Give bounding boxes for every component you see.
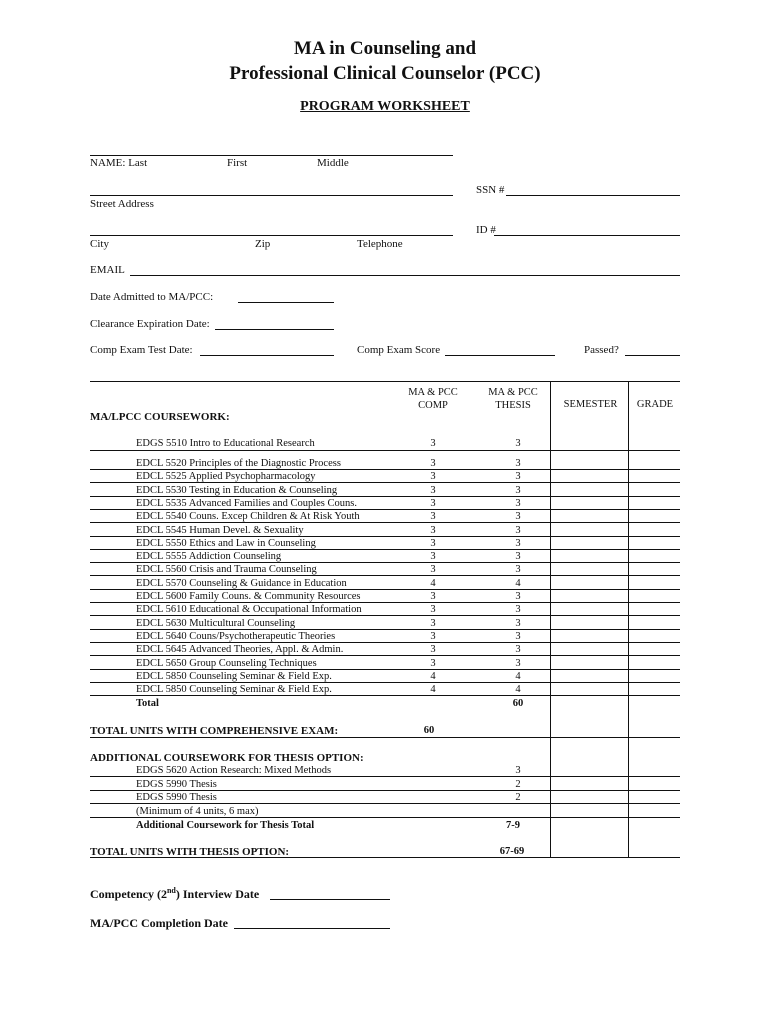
- coursework-section-title: MA/LPCC COURSEWORK:: [90, 411, 230, 423]
- zip-label: Zip: [255, 238, 271, 250]
- grade-column-border: [628, 382, 629, 858]
- total-thesis-value: 60: [512, 698, 524, 709]
- course-row-comp: 3: [430, 484, 436, 496]
- course-row-thesis: 3: [515, 644, 521, 656]
- name-middle-label: Middle: [317, 157, 349, 169]
- course-row-line: [90, 496, 680, 497]
- course-row-line: [90, 615, 680, 616]
- total-thesis-line: [90, 857, 680, 858]
- course-row-name: EDCL 5550 Ethics and Law in Counseling: [136, 537, 316, 549]
- course-row-comp: 4: [430, 577, 436, 589]
- col-header-comp-line1: MA & PCC: [408, 387, 458, 398]
- course-row-thesis: 4: [515, 670, 521, 682]
- comp-exam-date-label: Comp Exam Test Date:: [90, 344, 193, 356]
- course-row-thesis: 3: [515, 604, 521, 616]
- course-row-name: EDCL 5600 Family Couns. & Community Resources: [136, 591, 361, 602]
- course-row-line: [90, 549, 680, 550]
- course-row-name: EDCL 5530 Testing in Education & Counseling: [136, 484, 338, 496]
- ssn-label: SSN #: [476, 184, 505, 196]
- col-header-thesis: [473, 386, 553, 412]
- course-row-line: [90, 575, 680, 576]
- competency-suffix: ) Interview Date: [175, 887, 260, 901]
- comp-exam-score-field[interactable]: [445, 355, 555, 356]
- course-row-line: [90, 522, 680, 523]
- course-row-thesis: 3: [515, 471, 521, 483]
- course-row-line: [90, 536, 680, 537]
- course-row-line: [90, 602, 680, 603]
- course-row-name: EDGS 5510 Intro to Educational Research: [136, 438, 315, 449]
- course-row-name: EDCL 5630 Multicultural Counseling: [136, 617, 296, 629]
- course-row-comp: 3: [430, 471, 436, 483]
- course-row-thesis: 3: [515, 630, 521, 642]
- course-row-line: [90, 469, 680, 470]
- id-label: ID #: [476, 224, 496, 236]
- total-thesis-option-value: 67-69: [499, 846, 525, 857]
- passed-field[interactable]: [625, 355, 680, 356]
- additional-section-title: ADDITIONAL COURSEWORK FOR THESIS OPTION:: [90, 752, 364, 764]
- comp-exam-date-field[interactable]: [200, 355, 334, 356]
- course-row-name: EDCL 5525 Applied Psychopharmacology: [136, 471, 316, 483]
- email-label: EMAIL: [90, 264, 125, 276]
- name-first-label: First: [227, 157, 248, 169]
- col-header-thesis-line2: THESIS: [495, 400, 531, 411]
- title-line-1: MA in Counseling and: [293, 38, 477, 59]
- course-row-line: [90, 589, 680, 590]
- street-address-label: Street Address: [90, 198, 154, 210]
- course-row-thesis: 3: [515, 497, 521, 509]
- total-comp-value: 60: [423, 725, 435, 736]
- course-row-thesis: 3: [515, 617, 521, 629]
- course-row-name: EDCL 5850 Counseling Seminar & Field Exp.: [136, 670, 332, 682]
- clearance-field[interactable]: [215, 329, 334, 330]
- course-row-thesis: 3: [515, 564, 521, 576]
- city-zip-phone-field[interactable]: [90, 235, 453, 236]
- course-row-comp: 3: [430, 617, 436, 629]
- clearance-label: Clearance Expiration Date:: [90, 318, 210, 330]
- course-row-thesis: 3: [515, 458, 521, 469]
- additional-row-name: EDGS 5990 Thesis: [136, 792, 217, 803]
- course-row-comp: 3: [430, 524, 436, 536]
- completion-date-field[interactable]: [234, 928, 390, 929]
- course-row-comp: 3: [430, 604, 436, 616]
- competency-superscript: nd: [166, 886, 176, 895]
- course-row-comp: 3: [430, 497, 436, 509]
- course-row-comp: 4: [430, 684, 436, 696]
- completion-date-label: MA/PCC Completion Date: [90, 916, 228, 930]
- name-last-label: NAME: Last: [90, 157, 148, 169]
- date-admitted-label: Date Admitted to MA/PCC:: [90, 291, 214, 303]
- ssn-field[interactable]: [506, 195, 680, 196]
- course-row-thesis: 3: [515, 551, 521, 563]
- title-line-2: Professional Clinical Counselor (PCC): [229, 63, 541, 84]
- additional-row-name: (Minimum of 4 units, 6 max): [136, 805, 259, 817]
- total-label: Total: [136, 698, 159, 709]
- course-row-comp: 3: [430, 644, 436, 656]
- course-row-comp: 3: [430, 511, 436, 523]
- semester-column-border: [550, 382, 551, 858]
- additional-total-label: Additional Coursework for Thesis Total: [136, 820, 315, 831]
- course-row-comp: 3: [430, 657, 436, 669]
- additional-row-line: [90, 803, 680, 804]
- telephone-label: Telephone: [357, 238, 403, 250]
- course-row-thesis: 4: [515, 684, 521, 696]
- course-row-comp: 3: [430, 537, 436, 549]
- col-header-comp-line2: COMP: [418, 400, 448, 411]
- additional-row-line: [90, 817, 680, 818]
- course-row-thesis: 4: [515, 577, 521, 589]
- course-row-name: EDCL 5555 Addiction Counseling: [136, 551, 282, 563]
- additional-row-name: EDGS 5990 Thesis: [136, 778, 217, 790]
- course-row-comp: 3: [430, 564, 436, 576]
- email-field[interactable]: [130, 275, 680, 276]
- col-header-semester: SEMESTER: [563, 399, 618, 410]
- city-label: City: [90, 238, 109, 250]
- course-row-line: [90, 682, 680, 683]
- course-row-name: EDCL 5540 Couns. Excep Children & At Risk Youth: [136, 511, 360, 523]
- id-field[interactable]: [494, 235, 680, 236]
- competency-interview-field[interactable]: [270, 899, 390, 900]
- course-row-line: [90, 655, 680, 656]
- col-header-grade: GRADE: [636, 399, 674, 410]
- additional-row-name: EDGS 5620 Action Research: Mixed Methods: [136, 765, 332, 776]
- total-comp-label: TOTAL UNITS WITH COMPREHENSIVE EXAM:: [90, 725, 339, 737]
- course-row-name: EDCL 5535 Advanced Families and Couples Couns.: [136, 497, 357, 509]
- col-header-comp: [393, 386, 473, 412]
- passed-label: Passed?: [584, 344, 619, 356]
- course-row-thesis: 3: [515, 537, 521, 549]
- course-row-line: [90, 642, 680, 643]
- course-row-name: EDCL 5520 Principles of the Diagnostic Process: [136, 458, 341, 469]
- name-field[interactable]: [90, 155, 453, 156]
- course-row-thesis: 3: [515, 591, 521, 602]
- course-row-thesis: 3: [515, 511, 521, 523]
- course-row-thesis: 3: [515, 438, 521, 449]
- course-row-line: [90, 695, 680, 696]
- additional-row-line: [90, 776, 680, 777]
- total-thesis-label: TOTAL UNITS WITH THESIS OPTION:: [90, 846, 290, 858]
- course-row-line: [90, 629, 680, 630]
- worksheet-subtitle: PROGRAM WORKSHEET: [300, 99, 470, 114]
- course-row-thesis: 3: [515, 657, 521, 669]
- additional-row-line: [90, 790, 680, 791]
- street-address-field[interactable]: [90, 195, 453, 196]
- col-header-thesis-line1: MA & PCC: [488, 387, 538, 398]
- course-row-thesis: 3: [515, 484, 521, 496]
- table-top-rule: [90, 381, 680, 382]
- competency-prefix: Competency (2: [90, 887, 167, 901]
- course-row-name: EDCL 5645 Advanced Theories, Appl. & Admin.: [136, 644, 344, 656]
- course-row-name: EDCL 5650 Group Counseling Techniques: [136, 657, 317, 669]
- course-row-line: [90, 562, 680, 563]
- total-comp-line: [90, 737, 680, 738]
- course-row-line: [90, 509, 680, 510]
- course-row-name: EDCL 5850 Counseling Seminar & Field Exp.: [136, 684, 332, 696]
- course-row-line: [90, 482, 680, 483]
- additional-row-thesis: 3: [515, 765, 521, 776]
- date-admitted-field[interactable]: [238, 302, 334, 303]
- course-row-line: [90, 450, 680, 451]
- course-row-comp: 3: [430, 630, 436, 642]
- course-row-comp: 3: [430, 458, 436, 469]
- course-row-comp: 3: [430, 438, 436, 449]
- course-row-comp: 3: [430, 551, 436, 563]
- course-row-name: EDCL 5640 Couns/Psychotherapeutic Theories: [136, 630, 336, 642]
- course-row-line: [90, 669, 680, 670]
- course-row-name: EDCL 5560 Crisis and Trauma Counseling: [136, 564, 317, 576]
- course-row-name: EDCL 5570 Counseling & Guidance in Education: [136, 577, 347, 589]
- comp-exam-score-label: Comp Exam Score: [357, 344, 441, 356]
- course-row-name: EDCL 5610 Educational & Occupational Information: [136, 604, 362, 616]
- course-row-comp: 3: [430, 591, 436, 602]
- course-row-thesis: 3: [515, 524, 521, 536]
- competency-interview-label: [90, 886, 259, 902]
- course-row-name: EDCL 5545 Human Devel. & Sexuality: [136, 524, 304, 536]
- additional-row-thesis: 2: [515, 778, 521, 790]
- additional-total-value: 7-9: [506, 820, 520, 831]
- course-row-comp: 4: [430, 670, 436, 682]
- additional-row-thesis: 2: [515, 792, 521, 803]
